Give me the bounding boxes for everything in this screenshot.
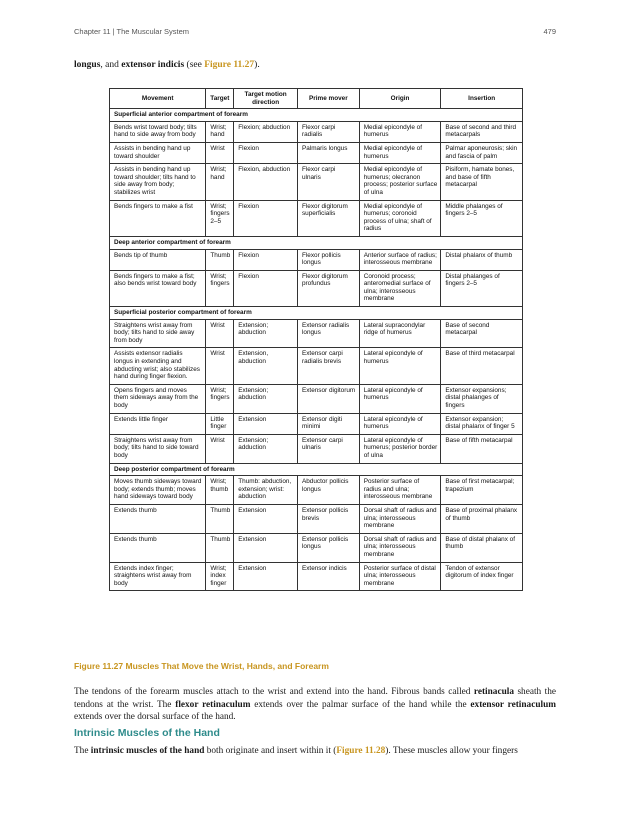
table-cell: Extension, abduction (234, 348, 298, 384)
table-cell: Straightens wrist away from body; tilts hand to side toward body (110, 434, 206, 463)
section-heading: Intrinsic Muscles of the Hand (74, 727, 220, 739)
table-cell: Thumb (206, 249, 234, 270)
table-cell: Flexion, abduction (234, 164, 298, 200)
table-cell: Lateral epicondyle of humerus; posterior border of ulna (359, 434, 441, 463)
table-cell: Lateral epicondyle of humerus (359, 384, 441, 413)
table-cell: Extends little finger (110, 413, 206, 434)
table-cell: Bends fingers to make a fist (110, 200, 206, 236)
table-cell: Extension (234, 562, 298, 591)
table-row (110, 142, 523, 163)
table-cell: Dorsal shaft of radius and ulna; interosseous membrane (359, 504, 441, 533)
table-cell: Wrist; fingers 2–5 (206, 200, 234, 236)
table-cell: Wrist; fingers (206, 270, 234, 306)
table-cell: Extensor carpi radialis brevis (297, 348, 359, 384)
table-cell: Moves thumb sideways toward body; extends thumb; moves hand sideways toward body (110, 476, 206, 505)
table-cell: Thumb (206, 533, 234, 562)
table-cell: Flexion (234, 142, 298, 163)
table-cell: Base of first metacarpal; trapezium (441, 476, 523, 505)
table-cell: Wrist (206, 319, 234, 348)
table-row (110, 562, 523, 591)
table-row (110, 319, 523, 348)
table-cell: Wrist; hand (206, 164, 234, 200)
table-cell: Extends index finger; straightens wrist away from body (110, 562, 206, 591)
table-cell: Wrist; hand (206, 121, 234, 142)
table-cell: Flexion (234, 200, 298, 236)
table-cell: Medial epicondyle of humerus (359, 142, 441, 163)
column-header: Prime mover (297, 89, 359, 109)
table-cell: Wrist; index finger (206, 562, 234, 591)
table-section-row (110, 307, 523, 320)
table-cell: Extension (234, 413, 298, 434)
table-cell: Assists in bending hand up toward shoulder; tilts hand to side away from body; stabilizes wrist (110, 164, 206, 200)
body-paragraph: The intrinsic muscles of the hand both originate and insert within it (Figure 11.28). These muscles allow your fingers (74, 746, 518, 756)
table-cell: Little finger (206, 413, 234, 434)
table-cell: Flexor pollicis longus (297, 249, 359, 270)
table-cell: Medial epicondyle of humerus; olecranon process; posterior surface of ulna (359, 164, 441, 200)
section-title: Superficial anterior compartment of forearm (110, 109, 523, 122)
table-row (110, 533, 523, 562)
term-intrinsic-muscles: intrinsic muscles of the hand (90, 746, 205, 756)
table-cell: Lateral supracondylar ridge of humerus (359, 319, 441, 348)
table-row (110, 413, 523, 434)
table-cell: Dorsal shaft of radius and ulna; interosseous membrane (359, 533, 441, 562)
table-row (110, 384, 523, 413)
table-cell: Pisiform, hamate bones, and base of fifth metacarpal (441, 164, 523, 200)
table-cell: Coronoid process; anteromedial surface of ulna; interosseous membrane (359, 270, 441, 306)
table-section-row (110, 463, 523, 476)
figure-caption: Figure 11.27 Muscles That Move the Wrist, Hands, and Forearm (74, 661, 329, 671)
table-cell: Extends thumb (110, 504, 206, 533)
table-cell: Bends tip of thumb (110, 249, 206, 270)
table-row (110, 348, 523, 384)
table-cell: Flexion (234, 270, 298, 306)
table-cell: Extensor digiti minimi (297, 413, 359, 434)
table-cell: Wrist; thumb (206, 476, 234, 505)
table-row (110, 504, 523, 533)
table-cell: Wrist (206, 348, 234, 384)
table-row (110, 270, 523, 306)
term-flexor-retinaculum: flexor retinaculum (175, 699, 251, 710)
table-row (110, 200, 523, 236)
table-cell: Flexion; abduction (234, 121, 298, 142)
table-cell: Thumb: abduction, extension; wrist: abduction (234, 476, 298, 505)
table-cell: Base of distal phalanx of thumb (441, 533, 523, 562)
term-extensor-indicis: extensor indicis (121, 60, 185, 70)
table-cell: Thumb (206, 504, 234, 533)
running-head (74, 27, 556, 39)
table-row (110, 121, 523, 142)
table-cell: Extensor expansions; distal phalanges of fingers (441, 384, 523, 413)
figure-link[interactable]: Figure 11.28 (336, 746, 386, 756)
table-cell: Flexor carpi ulnaris (297, 164, 359, 200)
column-header: Movement (110, 89, 206, 109)
table-cell: Abductor pollicis longus (297, 476, 359, 505)
page-number: 479 (543, 27, 556, 36)
table-cell: Medial epicondyle of humerus; coronoid process of ulna; shaft of radius (359, 200, 441, 236)
intro-sentence: longus, and extensor indicis (see Figure 11.27). (74, 60, 260, 70)
table-cell: Extensor carpi ulnaris (297, 434, 359, 463)
column-header: Target motion direction (234, 89, 298, 109)
table-cell: Base of second and third metacarpals (441, 121, 523, 142)
term-extensor-pollicis-longus: longus (74, 60, 101, 70)
table-cell: Palmaris longus (297, 142, 359, 163)
table-row (110, 434, 523, 463)
table-cell: Extensor indicis (297, 562, 359, 591)
table-cell: Wrist (206, 434, 234, 463)
table-cell: Base of proximal phalanx of thumb (441, 504, 523, 533)
section-title: Deep posterior compartment of forearm (110, 463, 523, 476)
table-body (110, 109, 523, 591)
table-cell: Extension; abduction (234, 384, 298, 413)
column-header: Insertion (441, 89, 523, 109)
table-cell: Extensor expansion; distal phalanx of finger 5 (441, 413, 523, 434)
table-cell: Flexor digitorum superficialis (297, 200, 359, 236)
table-cell: Extensor pollicis brevis (297, 504, 359, 533)
table-cell: Medial epicondyle of humerus (359, 121, 441, 142)
table-cell: Extension (234, 504, 298, 533)
table-row (110, 249, 523, 270)
table-cell: Posterior surface of distal ulna; interosseous membrane (359, 562, 441, 591)
table-cell: Extensor digitorum (297, 384, 359, 413)
table-cell: Wrist (206, 142, 234, 163)
table-section-row (110, 236, 523, 249)
column-header: Target (206, 89, 234, 109)
table-cell: Flexion (234, 249, 298, 270)
table-cell: Lateral epicondyle of humerus (359, 413, 441, 434)
table-cell: Base of second metacarpal (441, 319, 523, 348)
table-cell: Assists in bending hand up toward shoulder (110, 142, 206, 163)
table-cell: Extensor radialis longus (297, 319, 359, 348)
table-cell: Extension (234, 533, 298, 562)
table-cell: Base of fifth metacarpal (441, 434, 523, 463)
table-cell: Flexor carpi radialis (297, 121, 359, 142)
table-row (110, 476, 523, 505)
table-cell: Assists extensor radialis longus in extending and abducting wrist; also stabilizes hand during finger flexion. (110, 348, 206, 384)
table-cell: Bends wrist toward body; tilts hand to side away from body (110, 121, 206, 142)
table-cell: Palmar aponeurosis; skin and fascia of palm (441, 142, 523, 163)
table-cell: Extension; abduction (234, 319, 298, 348)
table-cell: Posterior surface of radius and ulna; interosseous membrane (359, 476, 441, 505)
table-cell: Distal phalanx of thumb (441, 249, 523, 270)
table-section-row (110, 109, 523, 122)
table-cell: Bends fingers to make a fist; also bends wrist toward body (110, 270, 206, 306)
table-cell: Distal phalanges of fingers 2–5 (441, 270, 523, 306)
column-header: Origin (359, 89, 441, 109)
table-cell: Extends thumb (110, 533, 206, 562)
term-extensor-retinaculum: extensor retinaculum (470, 699, 556, 710)
table-cell: Extensor pollicis longus (297, 533, 359, 562)
table-header-row (110, 89, 523, 109)
section-title: Superficial posterior compartment of forearm (110, 307, 523, 320)
table-cell: Base of third metacarpal (441, 348, 523, 384)
muscles-table (109, 88, 523, 591)
table-cell: Opens fingers and moves them sideways away from the body (110, 384, 206, 413)
section-title: Deep anterior compartment of forearm (110, 236, 523, 249)
table-cell: Middle phalanges of fingers 2–5 (441, 200, 523, 236)
table-cell: Tendon of extensor digitorum of index finger (441, 562, 523, 591)
figure-link[interactable]: Figure 11.27 (204, 60, 255, 70)
table-cell: Flexor digitorum profundus (297, 270, 359, 306)
table-row (110, 164, 523, 200)
term-retinacula: retinacula (473, 687, 514, 697)
table-cell: Lateral epicondyle of humerus (359, 348, 441, 384)
table-cell: Anterior surface of radius; interosseous membrane (359, 249, 441, 270)
table-cell: Extension; adduction (234, 434, 298, 463)
chapter-title: Chapter 11 | The Muscular System (74, 27, 190, 36)
body-paragraph: The tendons of the forearm muscles attach to the wrist and extend into the hand. Fibrous bands called retinacula sheath the tendons at the wrist. The flexor retinaculum extends over the palmar surface of the hand while the extensor retinaculum extends over the dorsal surface of the hand. (74, 687, 556, 722)
table-cell: Wrist; fingers (206, 384, 234, 413)
table-cell: Straightens wrist away from body; tilts hand to side away from body (110, 319, 206, 348)
